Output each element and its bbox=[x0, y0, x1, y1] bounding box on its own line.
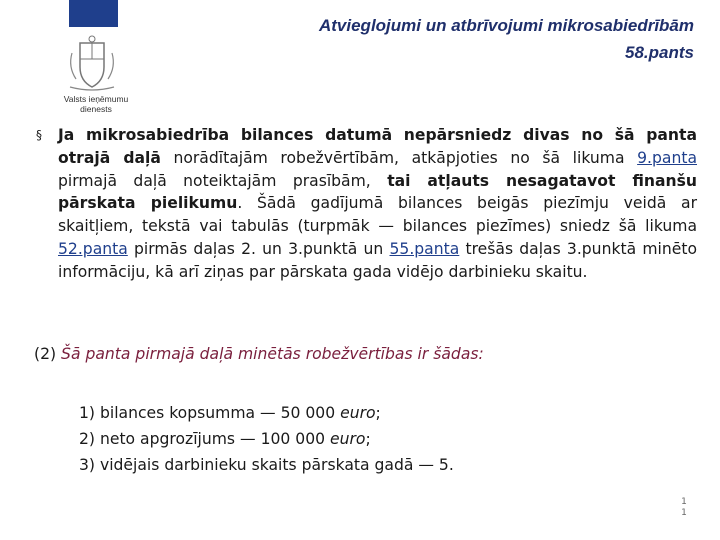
eu-flag-logo bbox=[69, 0, 118, 27]
page-title bbox=[319, 12, 694, 66]
list-item: 1) bilances kopsumma — 50 000 euro; bbox=[79, 404, 381, 422]
text-segment: pirmajā daļā noteiktajām prasībām, bbox=[58, 171, 388, 190]
title-line1: Atvieglojumi un atbrīvojumi mikrosabiedrībām bbox=[318, 16, 694, 35]
bold-intro: Ja mikrosabiedrība bilances datumā nepārsniedz divas no šā panta otrajā daļā bbox=[58, 126, 697, 167]
text-segment: . Šādā gadījumā bilances beigās piezīmju veidā ar skaitļiem, tekstā vai tabulās (turpmāk — bilances piezīmes) sniedz šā likuma bbox=[58, 194, 697, 236]
slide-number-text: 11 bbox=[681, 497, 687, 518]
main-paragraph bbox=[36, 124, 698, 284]
coat-of-arms-logo bbox=[62, 33, 122, 93]
law-link-9-pants[interactable]: 9.panta bbox=[637, 148, 697, 167]
bold-permission: tai atļauts nesagatavot finanšu pārskata pielikumu bbox=[58, 171, 698, 213]
organization-name bbox=[51, 94, 141, 114]
law-link-55-pants[interactable]: 55.panta bbox=[389, 239, 460, 258]
subsection-number: (2) bbox=[34, 345, 62, 363]
text-segment: norādītajām robežvērtībām, atkāpjoties no šā likuma bbox=[160, 148, 638, 167]
text-segment: trešās daļas 3.punktā minēto informāciju, kā arī ziņas par pārskata gada vidējo darbinieku skaitu. bbox=[58, 239, 697, 281]
threshold-list bbox=[79, 400, 454, 478]
text-segment: pirmās daļas 2. un 3.punktā un bbox=[127, 239, 390, 258]
org-name-line2: dienests bbox=[80, 104, 112, 114]
list-item: 2) neto apgrozījums — 100 000 euro; bbox=[79, 430, 371, 448]
section-bullet: § bbox=[36, 128, 42, 142]
org-name-line1: Valsts ieņēmumu bbox=[63, 94, 129, 104]
law-link-52-pants[interactable]: 52.panta bbox=[58, 239, 128, 258]
slide-number bbox=[681, 497, 687, 519]
title-line2: 58.pants bbox=[625, 43, 694, 62]
subsection-text: Šā panta pirmajā daļā minētās robežvērtības ir šādas: bbox=[61, 345, 484, 363]
list-item: 3) vidējais darbinieku skaits pārskata gadā — 5. bbox=[79, 456, 454, 474]
subsection-heading bbox=[34, 345, 484, 363]
